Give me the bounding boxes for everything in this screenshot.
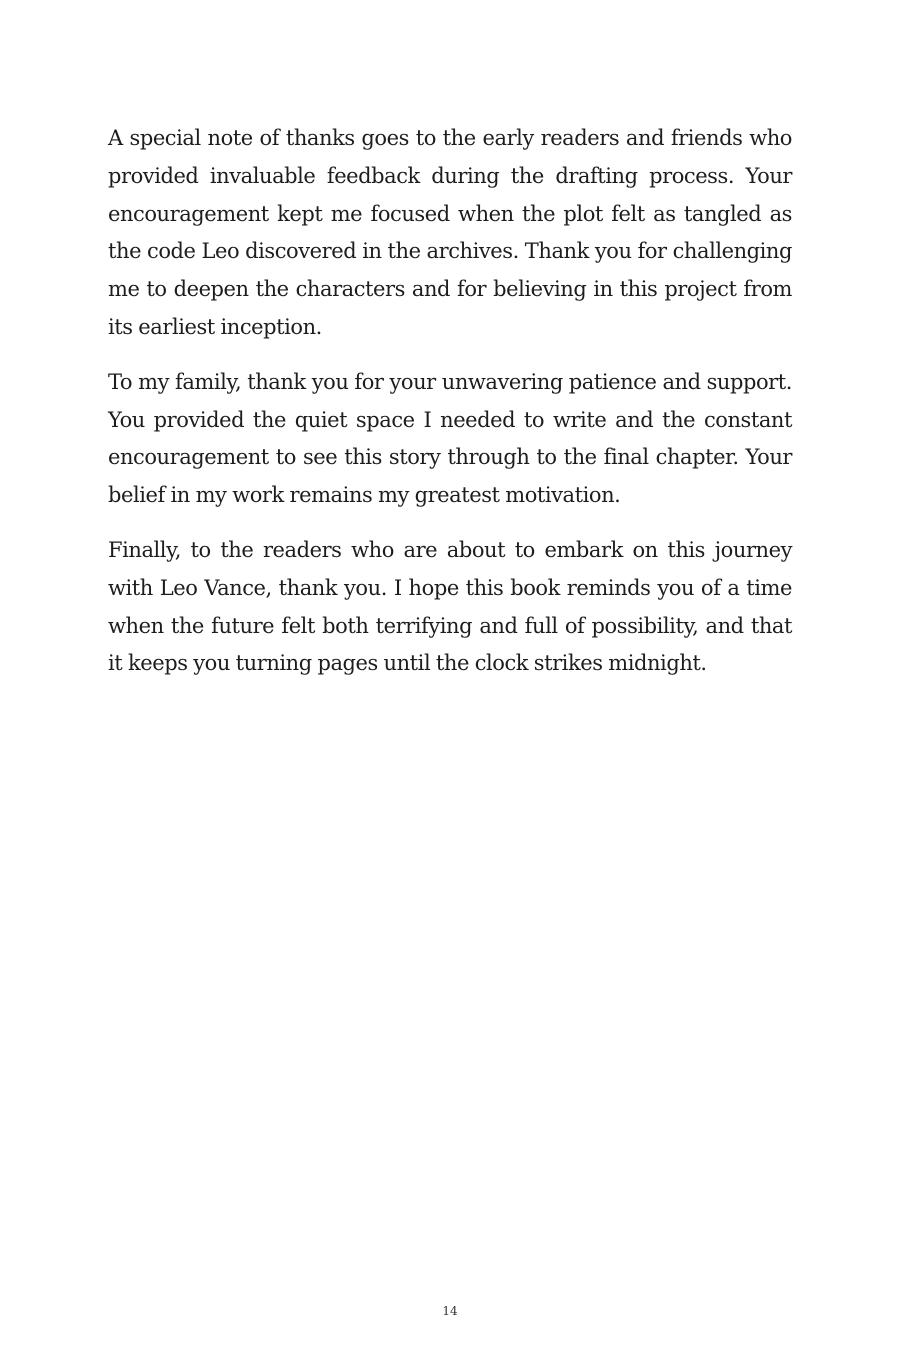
paragraph-readers-thanks: A special note of thanks goes to the early readers and friends who provided invaluable feedback during the drafting process. Your encouragement kept me focused when the plot felt as tangled as the code Leo discovered in the archives. Thank you for challenging me to deepen the characters and for believing in this project from its earliest inception. bbox=[108, 126, 792, 339]
paragraph-family-thanks: To my family, thank you for your unwavering patience and support. You provided the quiet space I needed to write and the constant encouragement to see this story through to the final chapter. Your belief in my work remains my greatest motivation. bbox=[108, 369, 792, 508]
page-number: 14 bbox=[442, 1304, 458, 1318]
paragraph-final-thanks: Finally, to the readers who are about to embark on this journey with Leo Vance, thank you. I hope this book reminds you of a time when the future felt both terrifying and full of possibility, and that it keeps you turning pages until the clock strikes midnight. bbox=[108, 537, 792, 676]
acknowledgements-text bbox=[108, 120, 792, 700]
